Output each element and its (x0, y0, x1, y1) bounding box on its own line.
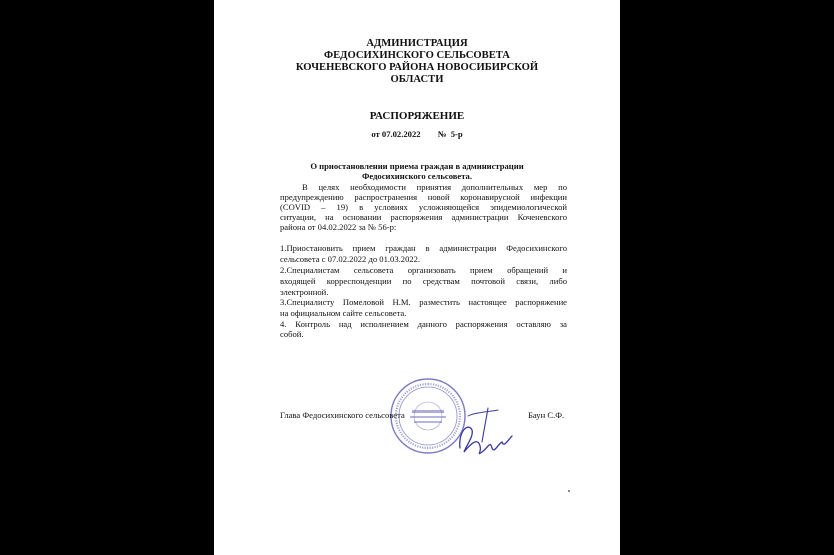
item-1-line-2: сельсовета с 07.02.2022 до 01.03.2022. (280, 254, 421, 264)
header-line-3: КОЧЕНЕВСКОГО РАЙОНА НОВОСИБИРСКОЙ (295, 62, 539, 73)
item-3-line-2: на официальном сайте сельсовета. (280, 308, 407, 318)
subject-line-1: О приостановлении приема граждан в администрации (310, 161, 524, 171)
subject-line-2: Федосихинского сельсовета. (362, 171, 472, 181)
intro-line-1: В целях необходимости принятия дополнительных мер по (302, 182, 567, 192)
item-2-line-1: 2.Специалистам сельсовета организовать прием обращений и (280, 265, 567, 275)
item-2-line-2: входящей корреспонденции по средствам почтовой связи, либо (280, 276, 567, 286)
signature-position: Глава Федосихинского сельсовета (280, 410, 405, 420)
signature-name: Баун С.Ф. (528, 410, 565, 420)
intro-line-3: (COVID – 19) в условиях усложняющейся эпидемиологической (280, 202, 567, 212)
scan-speck (568, 490, 570, 492)
item-1-line-1: 1.Приостановить прием граждан в администрации Федосихинского (280, 243, 567, 253)
item-3-line-1: 3.Специалисту Помеловой Н.М. разместить настоящее распоряжение (280, 297, 567, 307)
intro-line-4: ситуации, на основании распоряжения администрации Коченевского (280, 212, 567, 222)
item-2-line-3: электронной. (280, 287, 329, 297)
handwritten-signature-icon (438, 402, 528, 464)
item-4-line-2: собой. (280, 329, 304, 339)
document-type: РАСПОРЯЖЕНИЕ (369, 110, 465, 122)
header-line-4: ОБЛАСТИ (390, 74, 444, 85)
document-page (214, 0, 620, 555)
header-line-1: АДМИНИСТРАЦИЯ (366, 38, 468, 49)
intro-line-2: предупреждению распространения новой коронавирусной инфекции (280, 192, 567, 202)
intro-line-5: района от 04.02.2022 за № 56-р: (280, 222, 397, 232)
item-4-line-1: 4. Контроль над исполнением данного распоряжения оставляю за (280, 319, 567, 329)
header-line-2: ФЕДОСИХИНСКОГО СЕЛЬСОВЕТА (324, 50, 510, 61)
date-number: от 07.02.2022 № 5-р (371, 129, 463, 139)
